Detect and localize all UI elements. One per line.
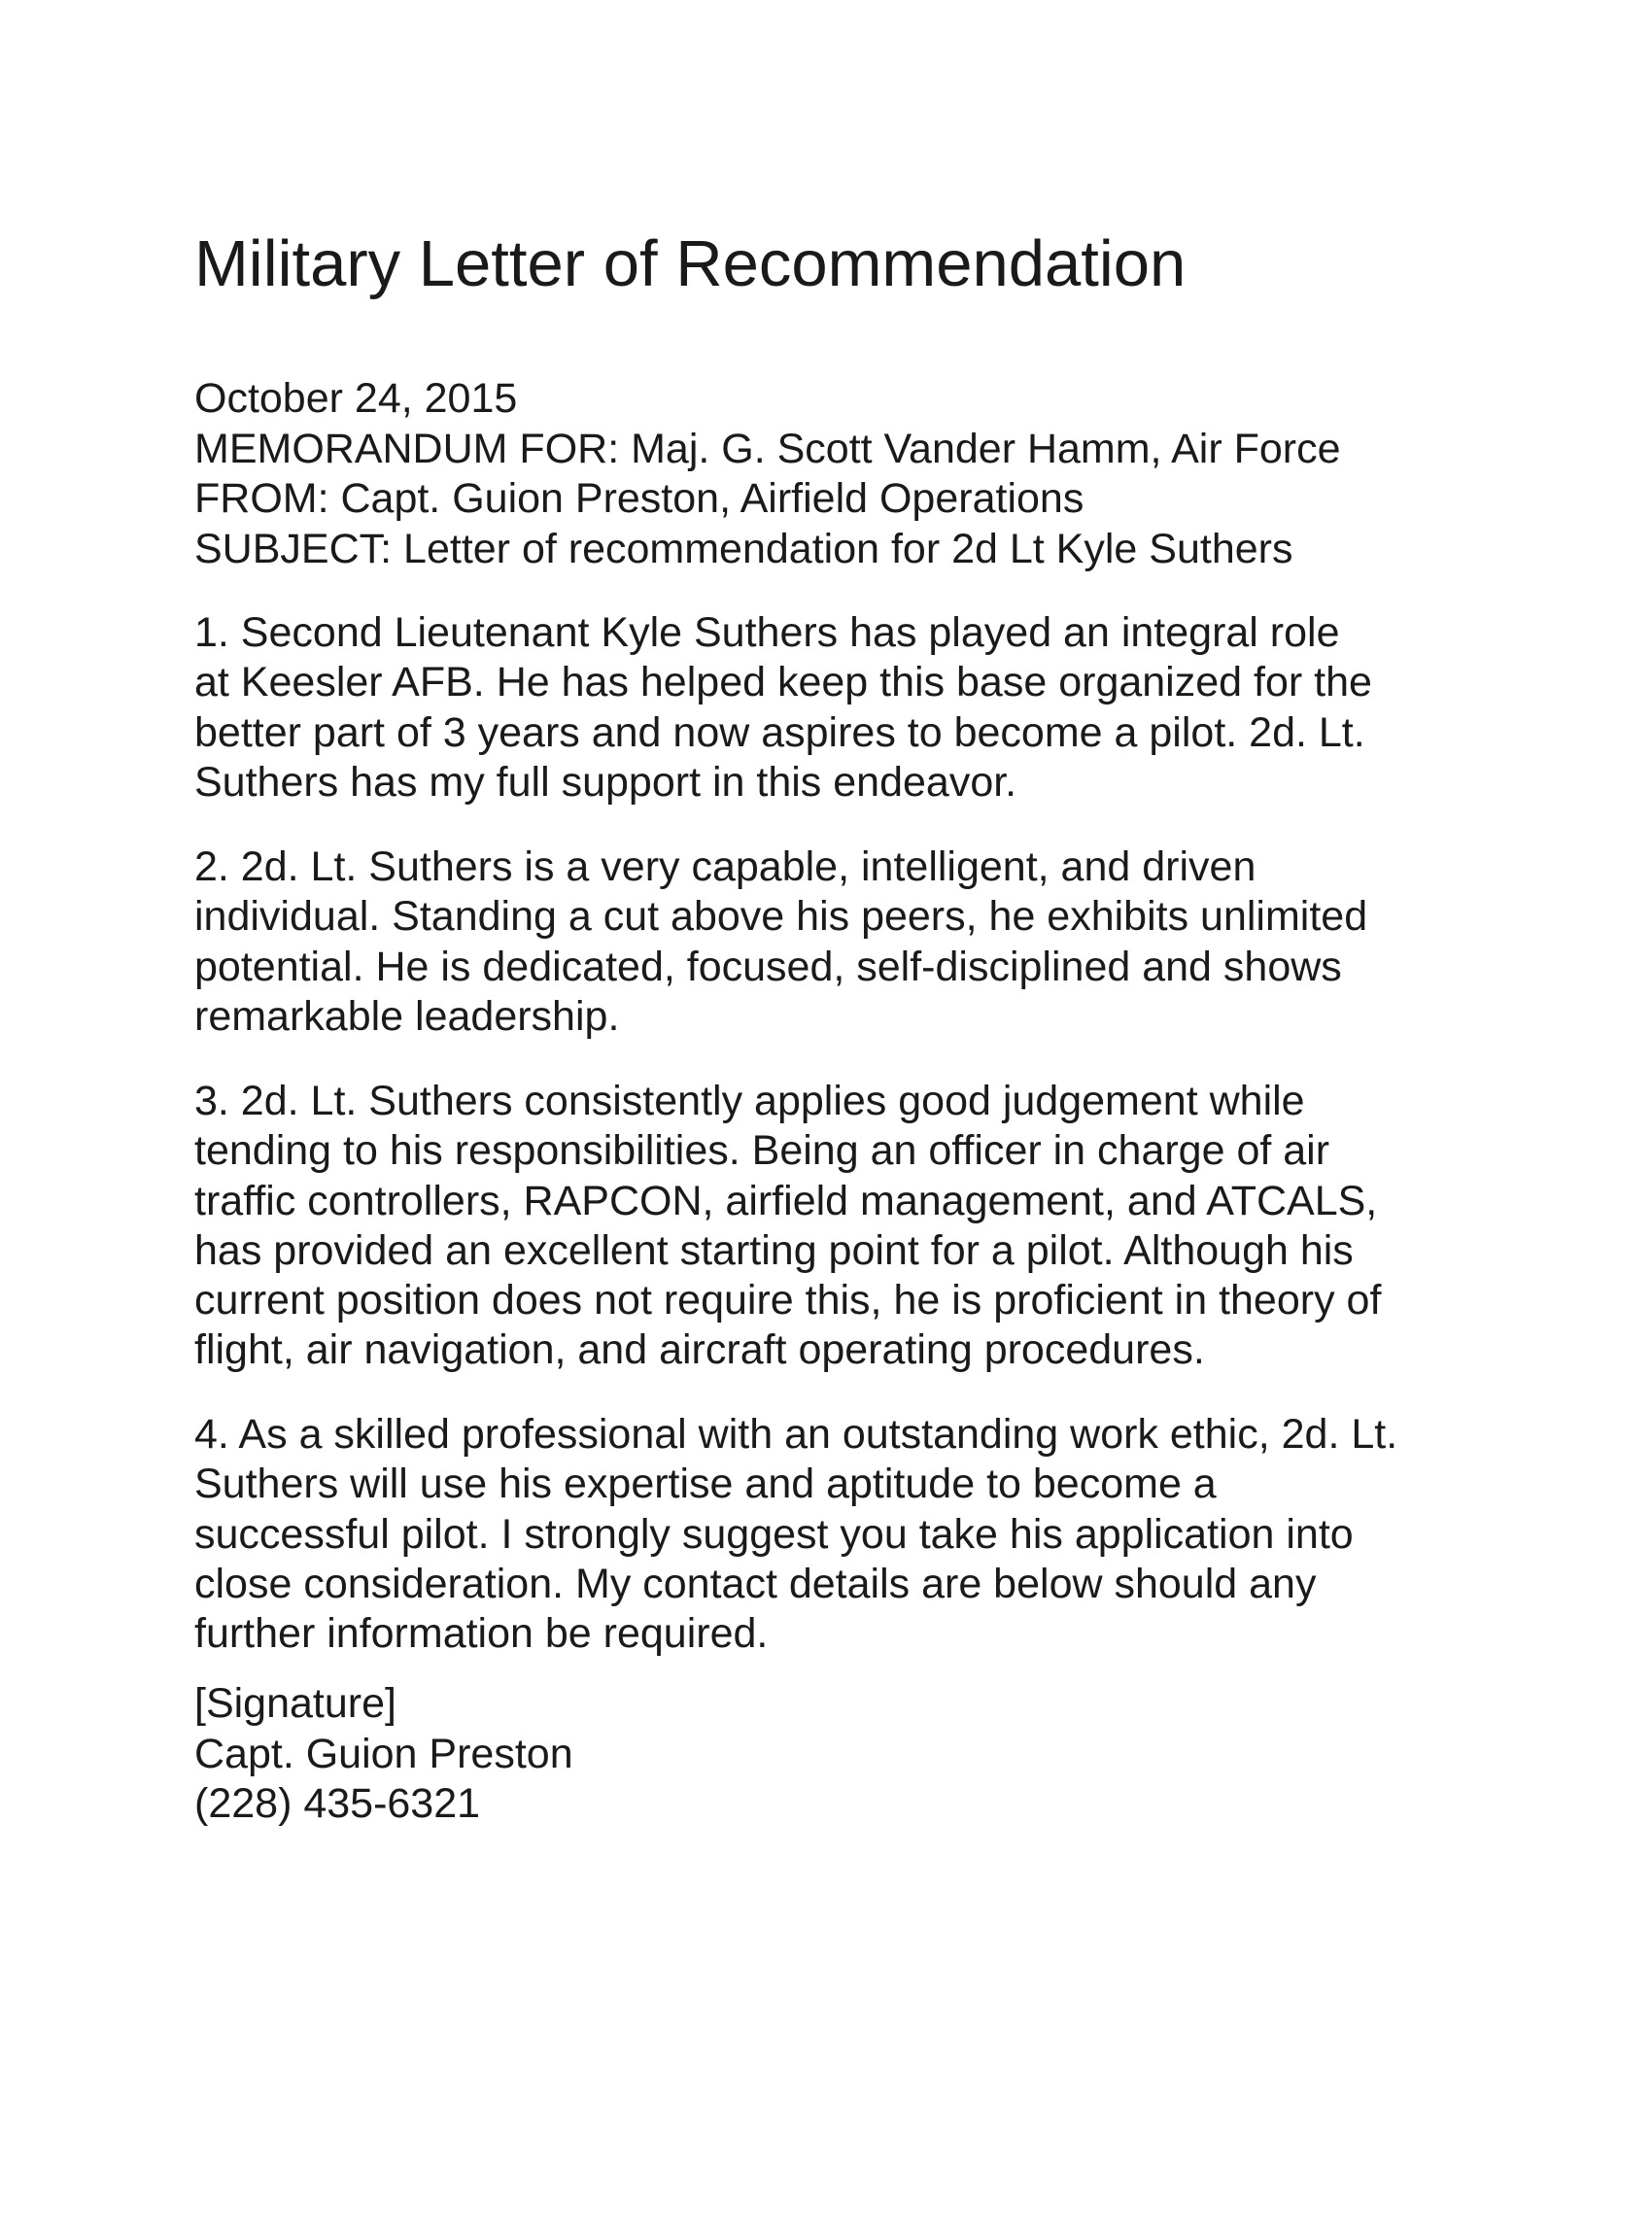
- paragraph-line: at Keesler AFB. He has helped keep this base organized for the: [194, 659, 1372, 706]
- memo-header: [194, 374, 1341, 574]
- paragraph-line: successful pilot. I strongly suggest you take his application into: [194, 1510, 1354, 1558]
- page-title: Military Letter of Recommendation: [194, 227, 1187, 300]
- paragraph-line: individual. Standing a cut above his peers, he exhibits unlimited: [194, 893, 1368, 941]
- paragraph-line: Suthers has my full support in this endeavor.: [194, 758, 1017, 806]
- letter-page: [194, 0, 1477, 2235]
- memorandum-for: MEMORANDUM FOR: Maj. G. Scott Vander Hamm, Air Force: [194, 425, 1341, 472]
- paragraph-line: better part of 3 years and now aspires to become a pilot. 2d. Lt.: [194, 708, 1365, 756]
- paragraph-1: [194, 608, 1372, 808]
- signer-phone: (228) 435-6321: [194, 1780, 481, 1827]
- paragraph-line: 3. 2d. Lt. Suthers consistently applies good judgement while: [194, 1078, 1305, 1124]
- letter-date: October 24, 2015: [194, 375, 518, 422]
- paragraph-4: [194, 1410, 1397, 1659]
- memo-from: FROM: Capt. Guion Preston, Airfield Operations: [194, 475, 1084, 522]
- memo-subject: SUBJECT: Letter of recommendation for 2d Lt Kyle Suthers: [194, 525, 1293, 572]
- paragraph-2: [194, 842, 1367, 1042]
- paragraph-line: close consideration. My contact details are below should any: [194, 1560, 1317, 1607]
- paragraph-line: remarkable leadership.: [194, 992, 620, 1040]
- signer-name: Capt. Guion Preston: [194, 1730, 573, 1777]
- paragraph-line: further information be required.: [194, 1610, 769, 1658]
- paragraph-line: Suthers will use his expertise and aptitude to become a: [194, 1461, 1217, 1508]
- paragraph-line: 1. Second Lieutenant Kyle Suthers has played an integral role: [194, 609, 1340, 656]
- paragraph-line: flight, air navigation, and aircraft operating procedures.: [194, 1326, 1205, 1374]
- paragraph-line: tending to his responsibilities. Being an officer in charge of air: [194, 1127, 1330, 1175]
- paragraph-line: 4. As a skilled professional with an outstanding work ethic, 2d. Lt.: [194, 1411, 1398, 1458]
- paragraph-line: potential. He is dedicated, focused, self-disciplined and shows: [194, 943, 1342, 990]
- paragraph-line: 2. 2d. Lt. Suthers is a very capable, intelligent, and driven: [194, 843, 1256, 890]
- paragraph-3: [194, 1077, 1381, 1376]
- paragraph-line: current position does not require this, he is proficient in theory of: [194, 1277, 1382, 1324]
- signature-placeholder: [Signature]: [194, 1680, 396, 1727]
- paragraph-line: has provided an excellent starting point for a pilot. Although his: [194, 1226, 1354, 1274]
- signature-block: [194, 1679, 573, 1830]
- paragraph-line: traffic controllers, RAPCON, airfield management, and ATCALS,: [194, 1177, 1378, 1224]
